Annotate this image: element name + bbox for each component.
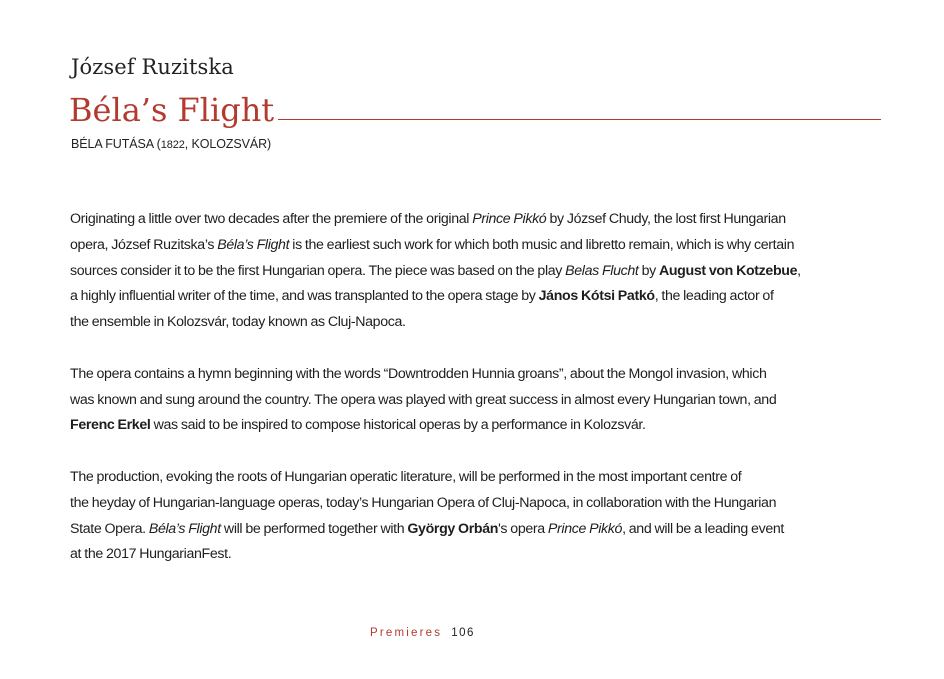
text-run: is the earliest such work for which both music and libretto remain, which is why certain — [289, 236, 795, 253]
title-rule — [278, 119, 881, 120]
text-run: The opera contains a hymn beginning with the words “Downtrodden Hunnia groans”, about the Mongol invasion, which — [70, 365, 767, 382]
person-name: János Kótsi Patkó — [538, 288, 655, 305]
page-title: Béla’s Flight — [69, 91, 275, 129]
person-name: August von Kotzebue — [658, 262, 798, 279]
subtitle-rest: , KOLOZSVÁR) — [184, 137, 272, 151]
text-line — [70, 517, 890, 543]
text-run: Originating a little over two decades after the premiere of the original — [70, 211, 473, 227]
text-run: The production, evoking the roots of Hungarian operatic literature, will be performed in the most important centre of — [70, 468, 742, 485]
composer-name: József Ruzitska — [71, 55, 234, 79]
text-line — [70, 413, 890, 439]
text-line — [70, 388, 890, 414]
body-paragraph — [70, 362, 890, 439]
text-line — [70, 284, 890, 310]
text-line — [70, 491, 890, 517]
text-run: at the 2017 HungarianFest. — [70, 546, 232, 563]
text-run: the heyday of Hungarian-language operas, today’s Hungarian Opera of Cluj-Napoca, in collaboration with the Hungarian — [70, 494, 777, 511]
italic-title: Prince Pikkó — [547, 520, 623, 537]
subtitle — [71, 137, 271, 151]
text-run: by — [638, 262, 659, 279]
text-run: , — [797, 262, 801, 279]
page-footer — [370, 627, 475, 639]
article-body — [70, 207, 890, 568]
subtitle-main: BÉLA FUTÁSA ( — [71, 137, 161, 151]
page-number: 106 — [451, 627, 475, 639]
subtitle-year: 1822 — [160, 139, 185, 151]
italic-title: Belas Flucht — [565, 262, 639, 279]
text-run: 's opera — [498, 520, 548, 537]
text-run: a highly influential writer of the time, and was transplanted to the opera stage by — [70, 288, 539, 305]
text-run: , and will be a leading event — [622, 520, 785, 537]
text-run: was said to be inspired to compose historical operas by a performance in Kolozsvár. — [150, 417, 646, 434]
person-name: Ferenc Erkel — [70, 417, 151, 434]
italic-title: Prince Pikkó — [472, 211, 547, 227]
title-row — [69, 92, 881, 128]
text-line — [70, 207, 890, 233]
footer-section: Premieres — [370, 627, 443, 639]
text-run: the ensemble in Kolozsvár, today known as Cluj-Napoca. — [70, 314, 406, 331]
italic-title: Béla’s Flight — [148, 520, 221, 537]
text-line — [70, 362, 890, 388]
body-paragraph — [70, 465, 890, 568]
person-name: György Orbán — [407, 520, 499, 537]
text-run: , the leading actor of — [654, 288, 774, 305]
text-run: opera, József Ruzitska’s — [70, 236, 218, 253]
text-run: by József Chudy, the lost first Hungarian — [546, 211, 786, 227]
text-line — [70, 233, 890, 259]
body-paragraph — [70, 207, 890, 336]
text-run: State Opera. — [70, 520, 149, 537]
text-line — [70, 465, 890, 491]
text-run: sources consider it to be the first Hungarian opera. The piece was based on the play — [70, 262, 566, 279]
text-line — [70, 259, 890, 285]
text-line — [70, 310, 890, 336]
text-run: was known and sung around the country. The opera was played with great success in almost every Hungarian town, and — [70, 391, 777, 408]
italic-title: Béla’s Flight — [217, 236, 290, 253]
text-run: will be performed together with — [220, 520, 408, 537]
text-line — [70, 542, 890, 568]
